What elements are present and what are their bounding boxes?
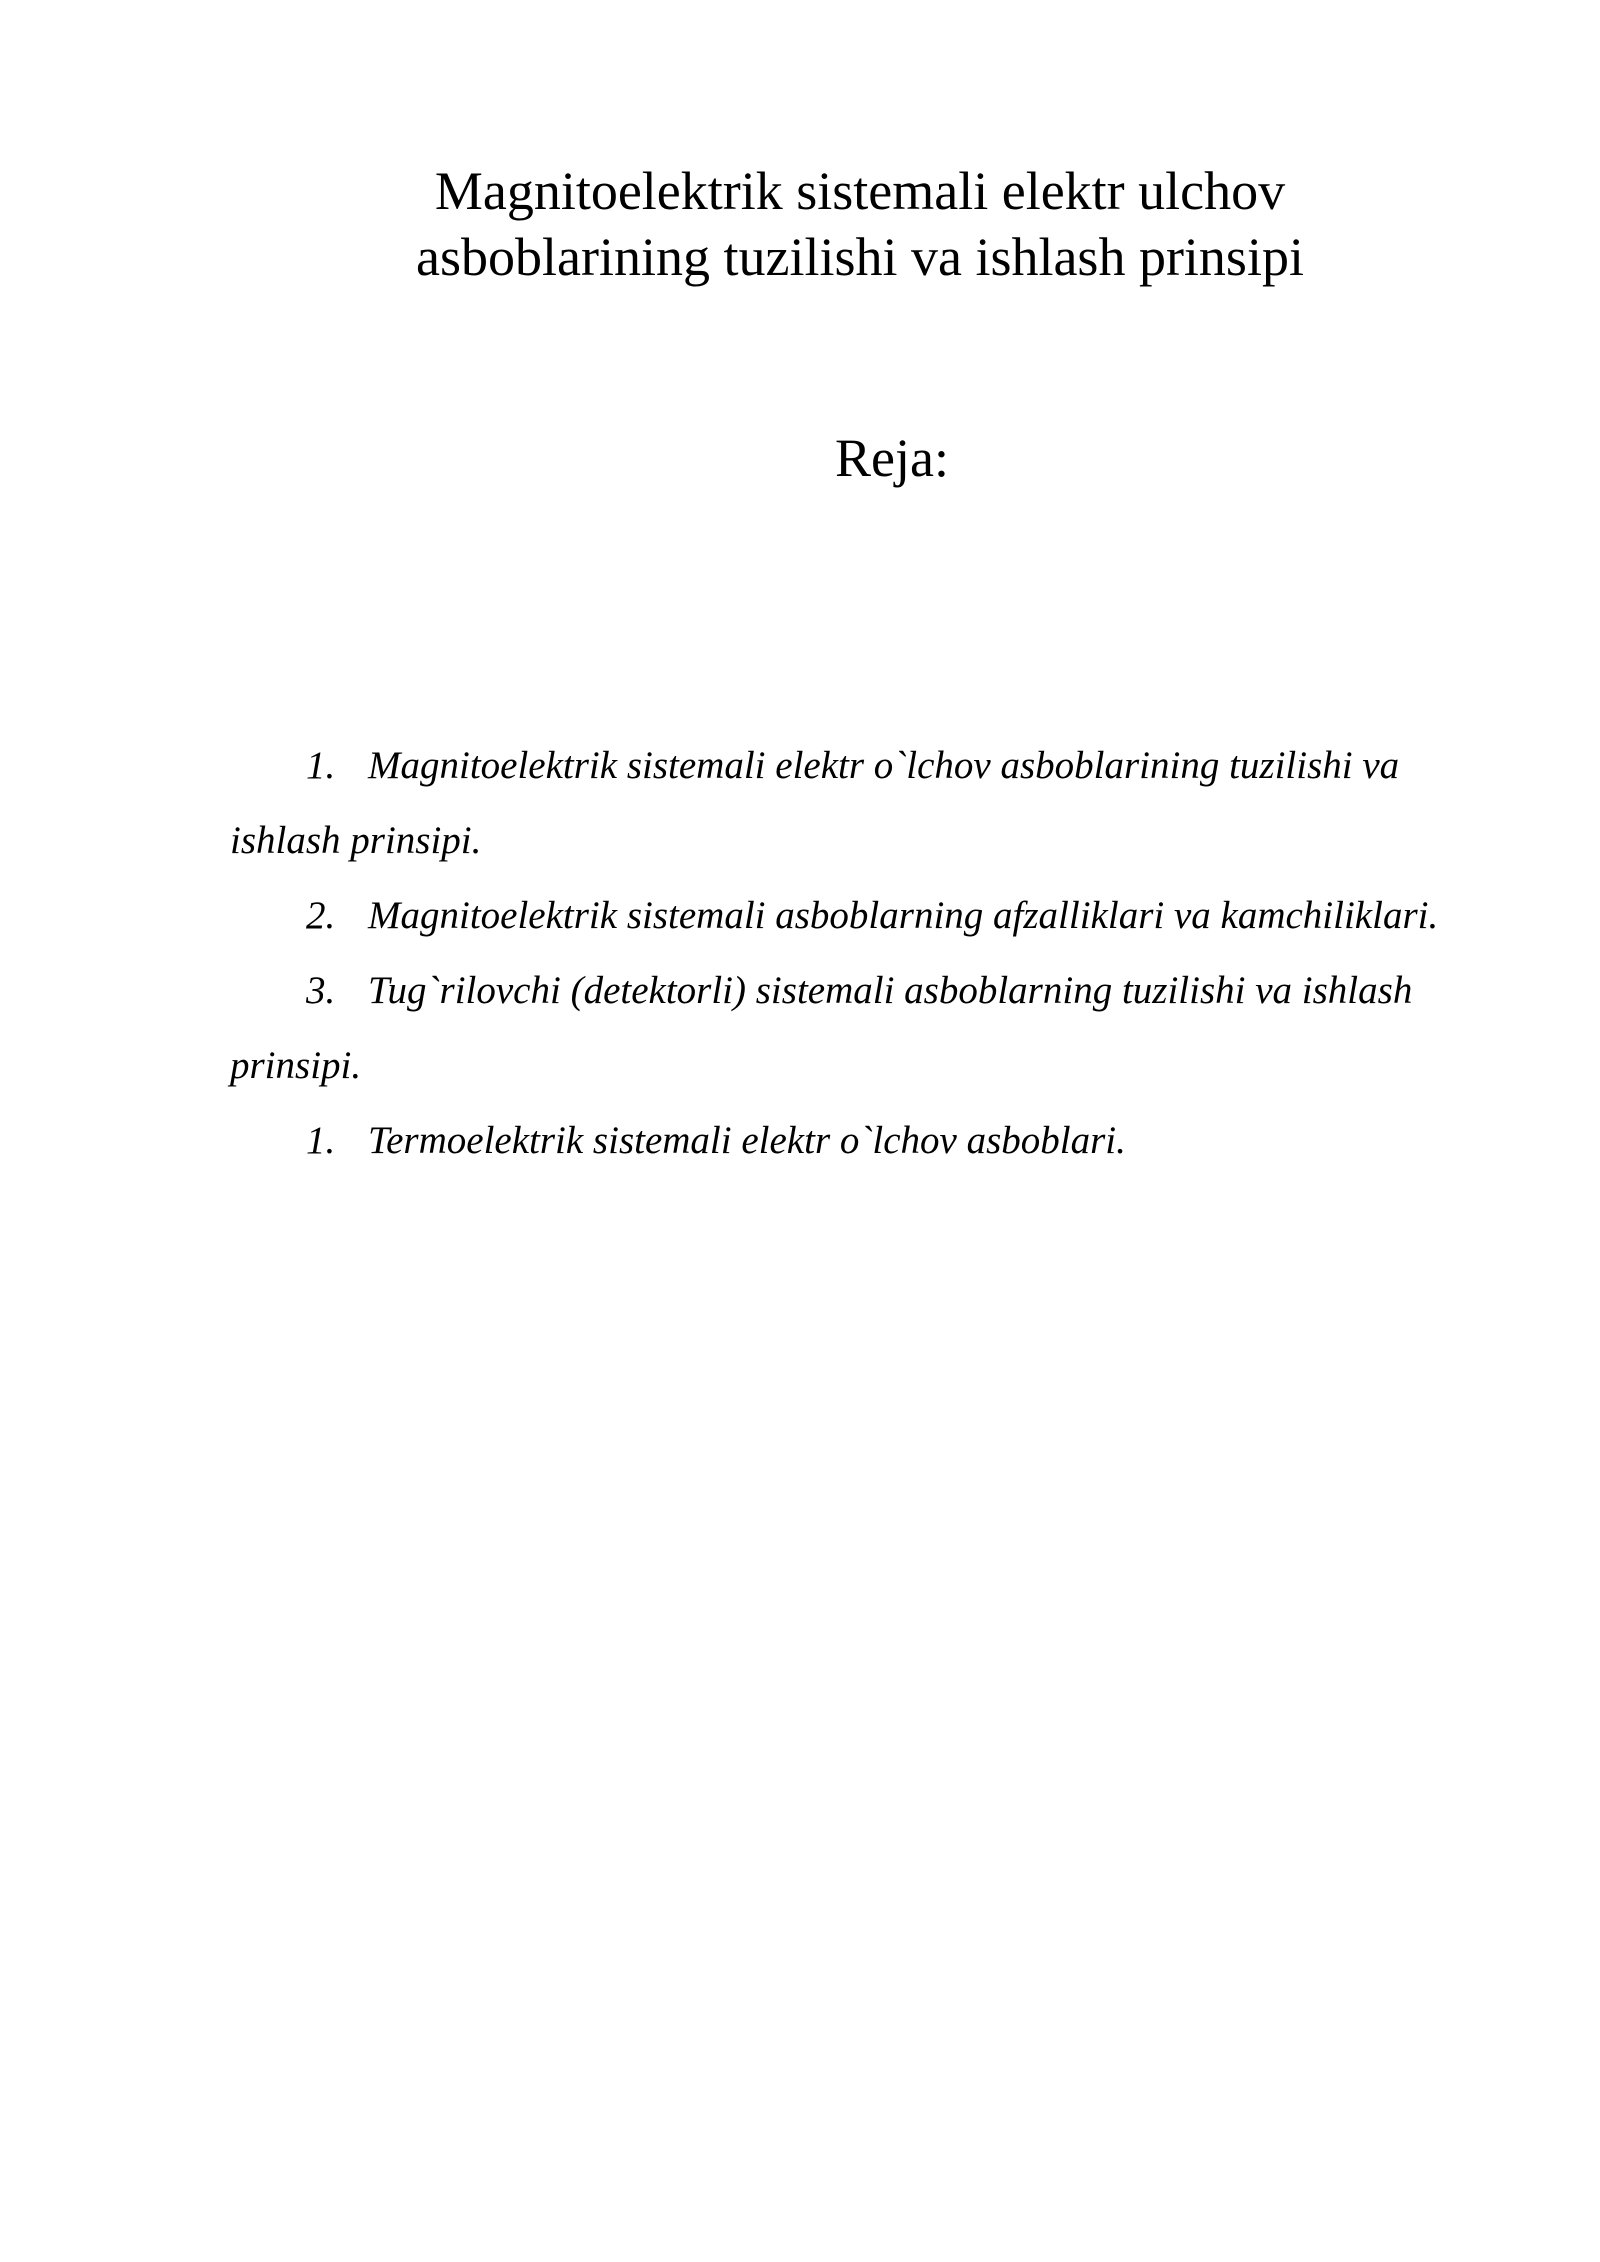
- document-title-line-2: asboblarining tuzilishi va ishlash prinsipi: [416, 227, 1304, 287]
- plan-item-4: [230, 1103, 1480, 1178]
- document-title-line-1: Magnitoelektrik sistemali elektr ulchov: [434, 161, 1286, 221]
- plan-item-number: 3.: [306, 969, 336, 1012]
- plan-item-text: Magnitoelektrik sistemali elektr o`lchov asboblarining tuzilishi va ishlash prinsipi.: [230, 744, 1400, 862]
- plan-heading: Reja:: [835, 428, 949, 488]
- plan-list: [230, 728, 1480, 1178]
- plan-item-number: 1.: [306, 744, 336, 787]
- plan-item-number: 1.: [306, 1119, 336, 1162]
- plan-item-3: [230, 953, 1480, 1103]
- plan-item-number: 2.: [306, 894, 336, 937]
- plan-item-text: Tug`rilovchi (detektorli) sistemali asboblarning tuzilishi va ishlash prinsipi.: [230, 969, 1413, 1087]
- plan-item-1: [230, 728, 1480, 878]
- document-title: [290, 158, 1430, 290]
- plan-item-2: [230, 878, 1480, 953]
- plan-item-text: Termoelektrik sistemali elektr o`lchov asboblari.: [368, 1119, 1126, 1162]
- plan-item-text: Magnitoelektrik sistemali asboblarning afzalliklari va kamchiliklari.: [368, 894, 1439, 937]
